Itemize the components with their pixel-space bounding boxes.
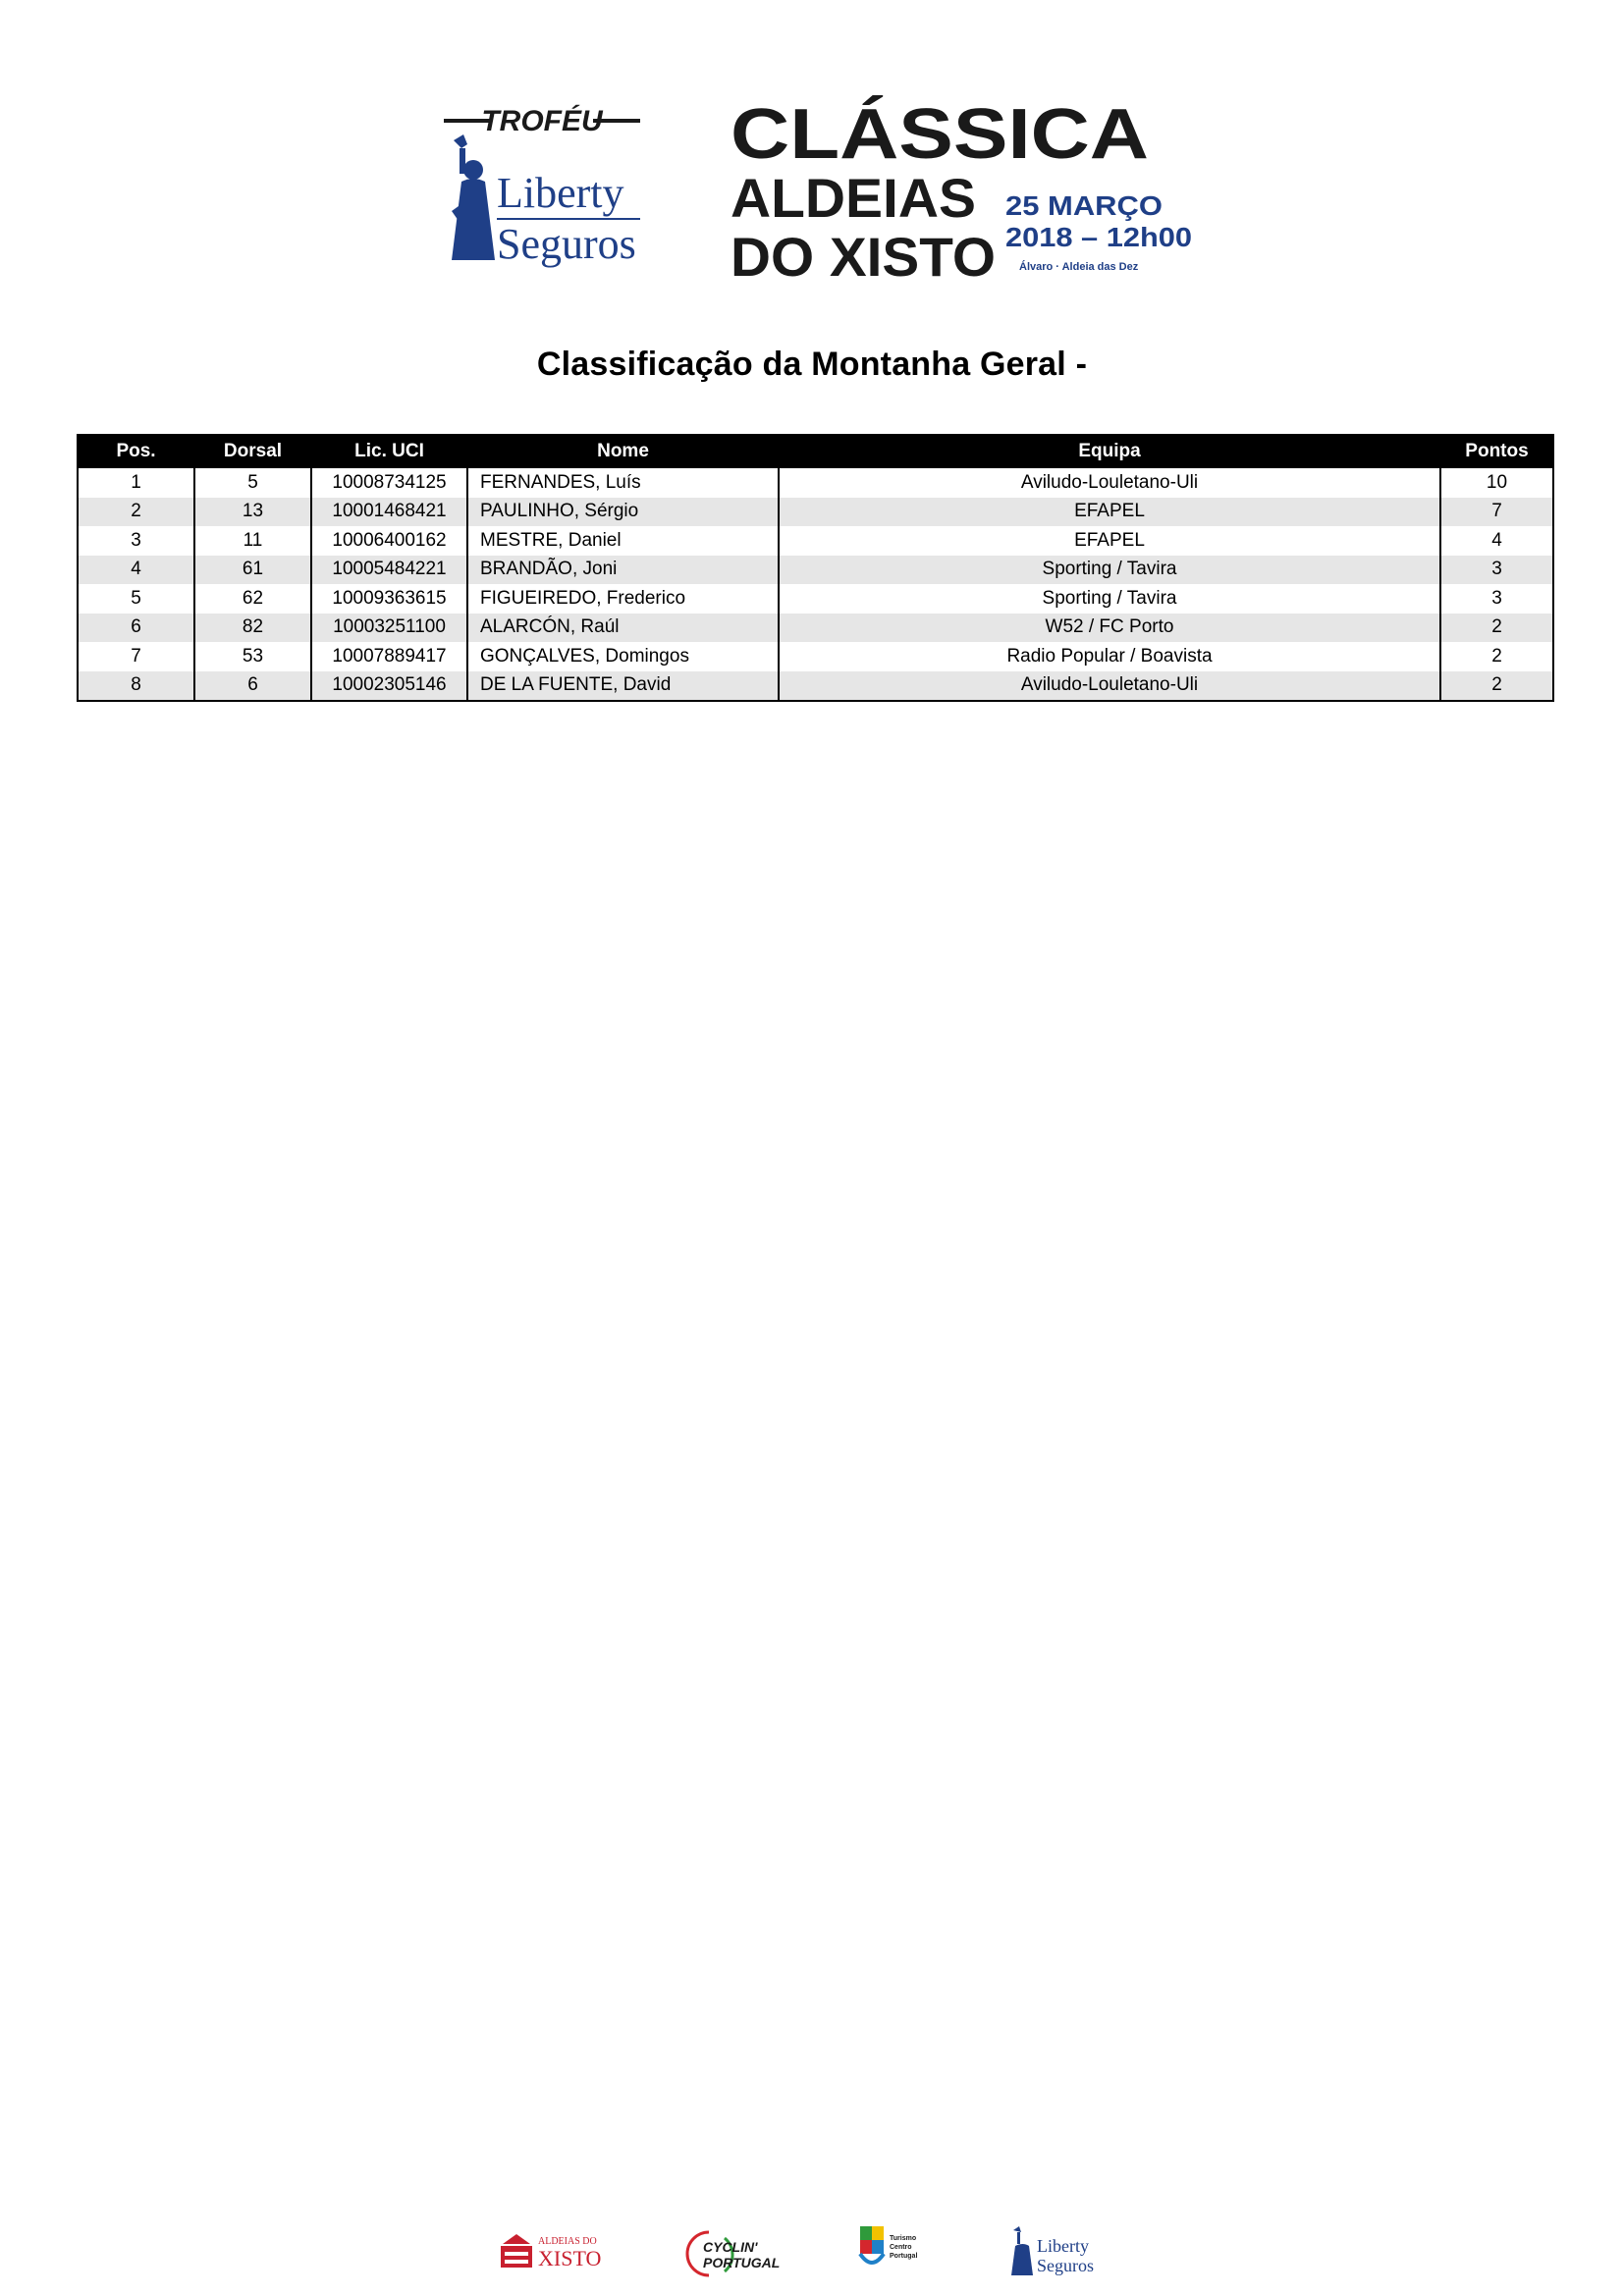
cell-dorsal: 62 (194, 584, 311, 614)
cell-pos: 7 (78, 642, 194, 671)
column-header-nome: Nome (467, 435, 779, 467)
svg-text:Seguros: Seguros (1037, 2256, 1094, 2275)
cell-pos: 1 (78, 467, 194, 498)
cycling-portugal-logo (687, 2232, 780, 2275)
cell-pos: 4 (78, 556, 194, 585)
svg-text:CYCLIN': CYCLIN' (703, 2239, 758, 2255)
banner-liberty: Liberty (497, 169, 624, 217)
cell-dorsal: 5 (194, 467, 311, 498)
cell-nome: PAULINHO, Sérgio (467, 498, 779, 527)
cell-dorsal: 6 (194, 671, 311, 702)
aldeias-do-xisto-logo (501, 2234, 601, 2270)
cell-lic-uci: 10009363615 (311, 584, 467, 614)
svg-text:Portugal: Portugal (890, 2253, 918, 2260)
cell-dorsal: 61 (194, 556, 311, 585)
table-row (78, 526, 1553, 556)
banner-seguros: Seguros (497, 220, 636, 268)
sponsor-logos (491, 2216, 1139, 2285)
page-title: Classificação da Montanha Geral - (536, 346, 1088, 383)
table-row (78, 498, 1553, 527)
cell-nome: GONÇALVES, Domingos (467, 642, 779, 671)
column-header-dorsal: Dorsal (194, 435, 311, 467)
cell-pontos: 2 (1440, 642, 1553, 671)
column-header-lic-uci: Lic. UCI (311, 435, 467, 467)
cell-equipa: Sporting / Tavira (779, 584, 1440, 614)
banner-do-xisto: DO XISTO (731, 226, 996, 288)
cell-equipa: W52 / FC Porto (779, 614, 1440, 643)
cell-equipa: EFAPEL (779, 498, 1440, 527)
banner-classica: CLÁSSICA (731, 95, 1149, 174)
table-header-row (78, 435, 1553, 467)
cell-equipa: EFAPEL (779, 526, 1440, 556)
cell-lic-uci: 10006400162 (311, 526, 467, 556)
banner-date: 25 MARÇO (1005, 190, 1163, 221)
cell-pontos: 3 (1440, 556, 1553, 585)
cell-equipa: Aviludo-Louletano-Uli (779, 671, 1440, 702)
column-header-equipa: Equipa (779, 435, 1440, 467)
cell-pos: 8 (78, 671, 194, 702)
cell-nome: FIGUEIREDO, Frederico (467, 584, 779, 614)
turismo-centro-portugal-logo (860, 2226, 917, 2263)
cell-lic-uci: 10007889417 (311, 642, 467, 671)
cell-pontos: 3 (1440, 584, 1553, 614)
cell-nome: DE LA FUENTE, David (467, 671, 779, 702)
cell-dorsal: 53 (194, 642, 311, 671)
banner-trofeu: TROFÉU (481, 105, 603, 137)
cell-lic-uci: 10005484221 (311, 556, 467, 585)
cell-lic-uci: 10003251100 (311, 614, 467, 643)
cell-lic-uci: 10008734125 (311, 467, 467, 498)
cell-pontos: 7 (1440, 498, 1553, 527)
svg-text:Turismo: Turismo (890, 2235, 917, 2242)
cell-lic-uci: 10002305146 (311, 671, 467, 702)
cell-pos: 6 (78, 614, 194, 643)
svg-text:XISTO: XISTO (538, 2246, 602, 2270)
cell-pos: 5 (78, 584, 194, 614)
table-row (78, 614, 1553, 643)
cell-lic-uci: 10001468421 (311, 498, 467, 527)
cell-pos: 2 (78, 498, 194, 527)
cell-nome: MESTRE, Daniel (467, 526, 779, 556)
table-row (78, 642, 1553, 671)
svg-text:Centro: Centro (890, 2244, 912, 2251)
column-header-pos: Pos. (78, 435, 194, 467)
cell-pontos: 2 (1440, 614, 1553, 643)
svg-text:Liberty: Liberty (1037, 2236, 1089, 2256)
classification-table (77, 434, 1554, 702)
cell-dorsal: 11 (194, 526, 311, 556)
cell-pontos: 4 (1440, 526, 1553, 556)
cell-equipa: Aviludo-Louletano-Uli (779, 467, 1440, 498)
liberty-seguros-logo (1011, 2226, 1094, 2275)
cell-dorsal: 13 (194, 498, 311, 527)
cell-nome: BRANDÃO, Joni (467, 556, 779, 585)
event-banner (432, 93, 1208, 290)
cell-nome: FERNANDES, Luís (467, 467, 779, 498)
banner-year-time: 2018 – 12h00 (1005, 222, 1192, 252)
cell-nome: ALARCÓN, Raúl (467, 614, 779, 643)
liberty-statue-icon (452, 134, 495, 260)
cell-pos: 3 (78, 526, 194, 556)
svg-text:PORTUGAL: PORTUGAL (703, 2255, 781, 2270)
svg-text:ALDEIAS DO: ALDEIAS DO (538, 2236, 597, 2247)
cell-pontos: 10 (1440, 467, 1553, 498)
cell-equipa: Sporting / Tavira (779, 556, 1440, 585)
banner-place: Álvaro · Aldeia das Dez (1019, 261, 1139, 273)
cell-dorsal: 82 (194, 614, 311, 643)
table-row (78, 584, 1553, 614)
cell-pontos: 2 (1440, 671, 1553, 702)
banner-aldeias: ALDEIAS (731, 167, 976, 229)
table-row (78, 556, 1553, 585)
column-header-pontos: Pontos (1440, 435, 1553, 467)
cell-equipa: Radio Popular / Boavista (779, 642, 1440, 671)
table-row (78, 467, 1553, 498)
table-row (78, 671, 1553, 702)
